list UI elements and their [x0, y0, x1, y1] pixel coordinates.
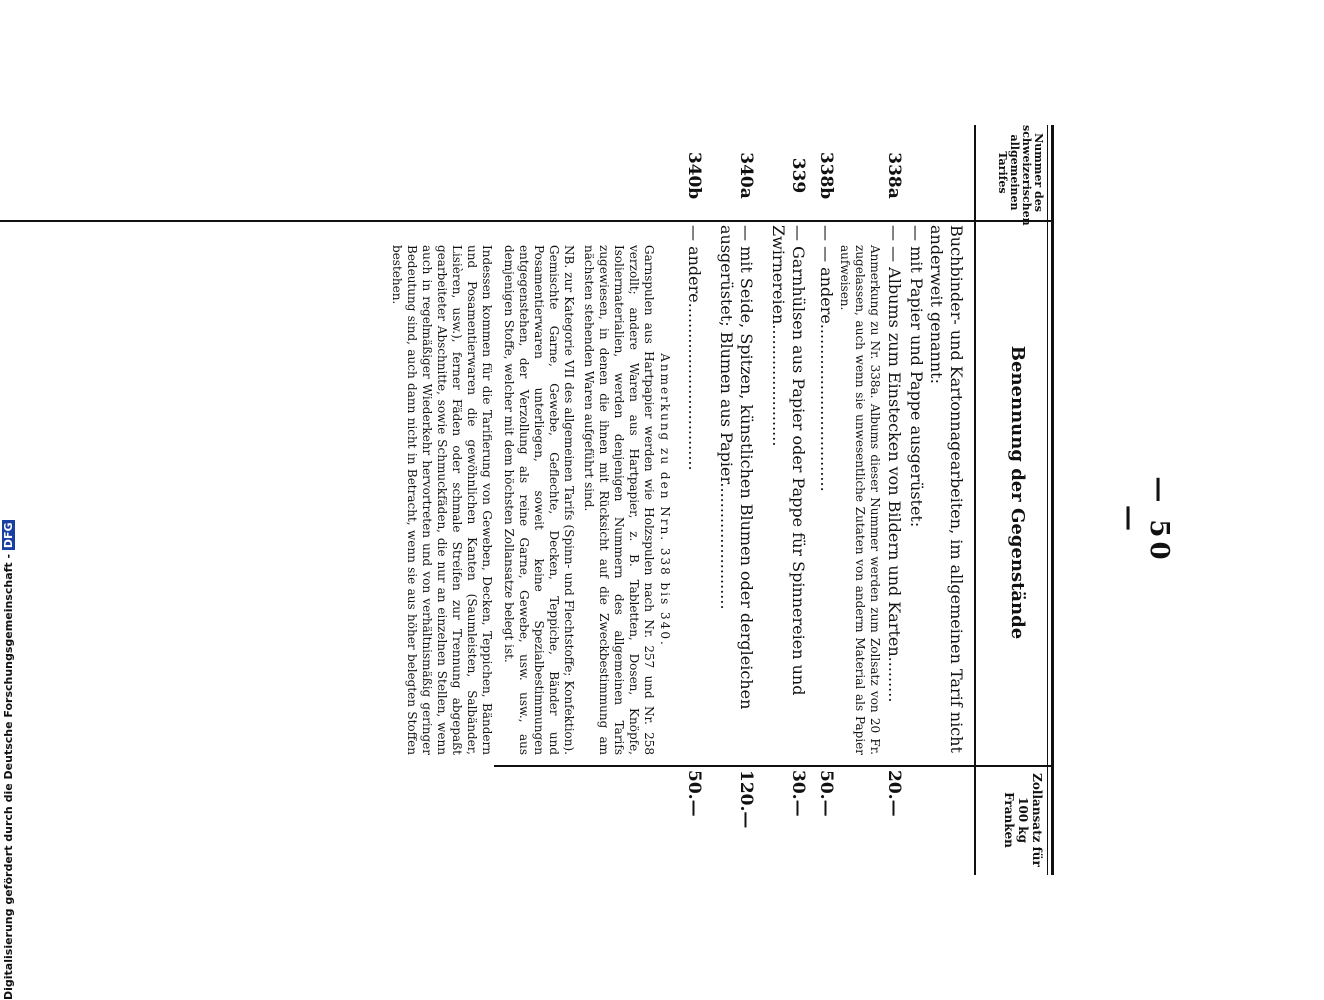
row-description: — — Albums zum Einstecken von Bildern und Karten.........: [885, 225, 904, 703]
row-number: 338b: [816, 151, 836, 200]
header-number: Nummer des schweizerischen allgemeinen Tarifes: [996, 125, 1045, 226]
row-number: 340b: [684, 151, 704, 200]
credit-text: Digitalisierung gefördert durch die Deutsche Forschungsgemeinschaft -: [2, 553, 15, 1000]
page-number: — 50 —: [1114, 476, 1174, 564]
row-subheading: — mit Papier und Pappe ausgerüstet:: [907, 225, 926, 528]
dfg-logo: DFG: [2, 522, 15, 549]
row-heading: Buchbinder- und Kartonnagearbeiten, im allgemeinen Tarif nicht anderweit genannt:: [927, 225, 966, 753]
row-description: — mit Seide, Spitzen, künstlichen Blumen oder dergleichen ausgerüstet; Blumen aus Papier.........................: [717, 225, 756, 710]
header-description: Benennung der Gegenstände: [1007, 345, 1028, 640]
note-title-338-340: Anmerkung zu den Nrn. 338 bis 340.: [658, 353, 672, 647]
row-number: 340a: [736, 152, 756, 199]
row-description: — andere.................................: [685, 225, 704, 471]
row-rate: 20.—: [884, 770, 904, 817]
header-rule: [974, 125, 976, 875]
note-indessen: Indessen kommen für die Tarifierung von Geweben, Decken, Teppichen, Bändern und Posamentierwaren die gewöhnlichen Kanten (Saumleisten, Salbänder, Lisièren, usw.), ferner Fäden oder schmale Streifen zur Trennung abgepaßt gearbeiteter Abschnitte, sowie Schmuckfäden, die nur an einzelnen Stellen, wenn auch in regelmäßiger Wiederkehr hervortreten und von verhältnismäßig geringer Bedeutung sind, auch dann nicht in Betracht, wenn sie aus höher belegten Stoffen bestehen.: [390, 245, 494, 755]
note-338-340: Garnspulen aus Hartpapier werden wie Holzspulen nach Nr. 257 und Nr. 258 verzollt; andere Waren aus Hartpapier, z. B. Tabletten, Dosen, Knöpfe, Isoliermaterialien, werden denjenigen Nummern des allgemeinen Tarifs zugewiesen, in denen die ihnen mit Rücksicht auf die Zweckbestimmung am nächsten stehenden Waren aufgeführt sind.: [582, 245, 656, 755]
digitization-credit: [2, 522, 18, 1000]
row-rate: 120.—: [736, 770, 756, 829]
row-number: 338a: [884, 152, 904, 199]
row-rate: 50.—: [684, 770, 704, 817]
table-top-rule-thin: [1047, 125, 1048, 875]
note-338a: Anmerkung zu Nr. 338a. Albums dieser Nummer werden zum Zollsatz von 20 Fr. zugelassen, auch wenn sie unwesentliche Zutaten von anderm Material als Papier aufweisen.: [838, 245, 882, 755]
column-rule-rate: [494, 765, 1054, 767]
row-description: — Garnhülsen aus Papier oder Pappe für Spinnereien und Zwirnereien........................: [769, 225, 808, 696]
table-top-rule: [1051, 125, 1054, 875]
tariff-table: [0, 125, 1054, 875]
column-rule-number: [0, 220, 1054, 222]
row-number: 339: [788, 157, 808, 194]
row-description: — — andere.................................: [817, 225, 836, 492]
header-rate: Zollansatz für 100 kg Franken: [1002, 773, 1044, 867]
note-nb-category-vii: NB. zur Kategorie VII des allgemeinen Tarifs (Spinn- und Flechtstoffe; Konfektion). Gemischte Garne, Gewebe, Geflechte, Decken, Teppiche, Bänder und Posamentierwaren unterliegen, soweit keine Spezialbestimmungen entgegenstehen, der Verzollung als reine Garne, Gewebe, usw. usw., aus demjenigen Stoffe, welcher mit dem höchsten Zollansatze belegt ist.: [502, 245, 576, 755]
row-rate: 50.—: [816, 770, 836, 817]
row-rate: 30.—: [788, 770, 808, 817]
